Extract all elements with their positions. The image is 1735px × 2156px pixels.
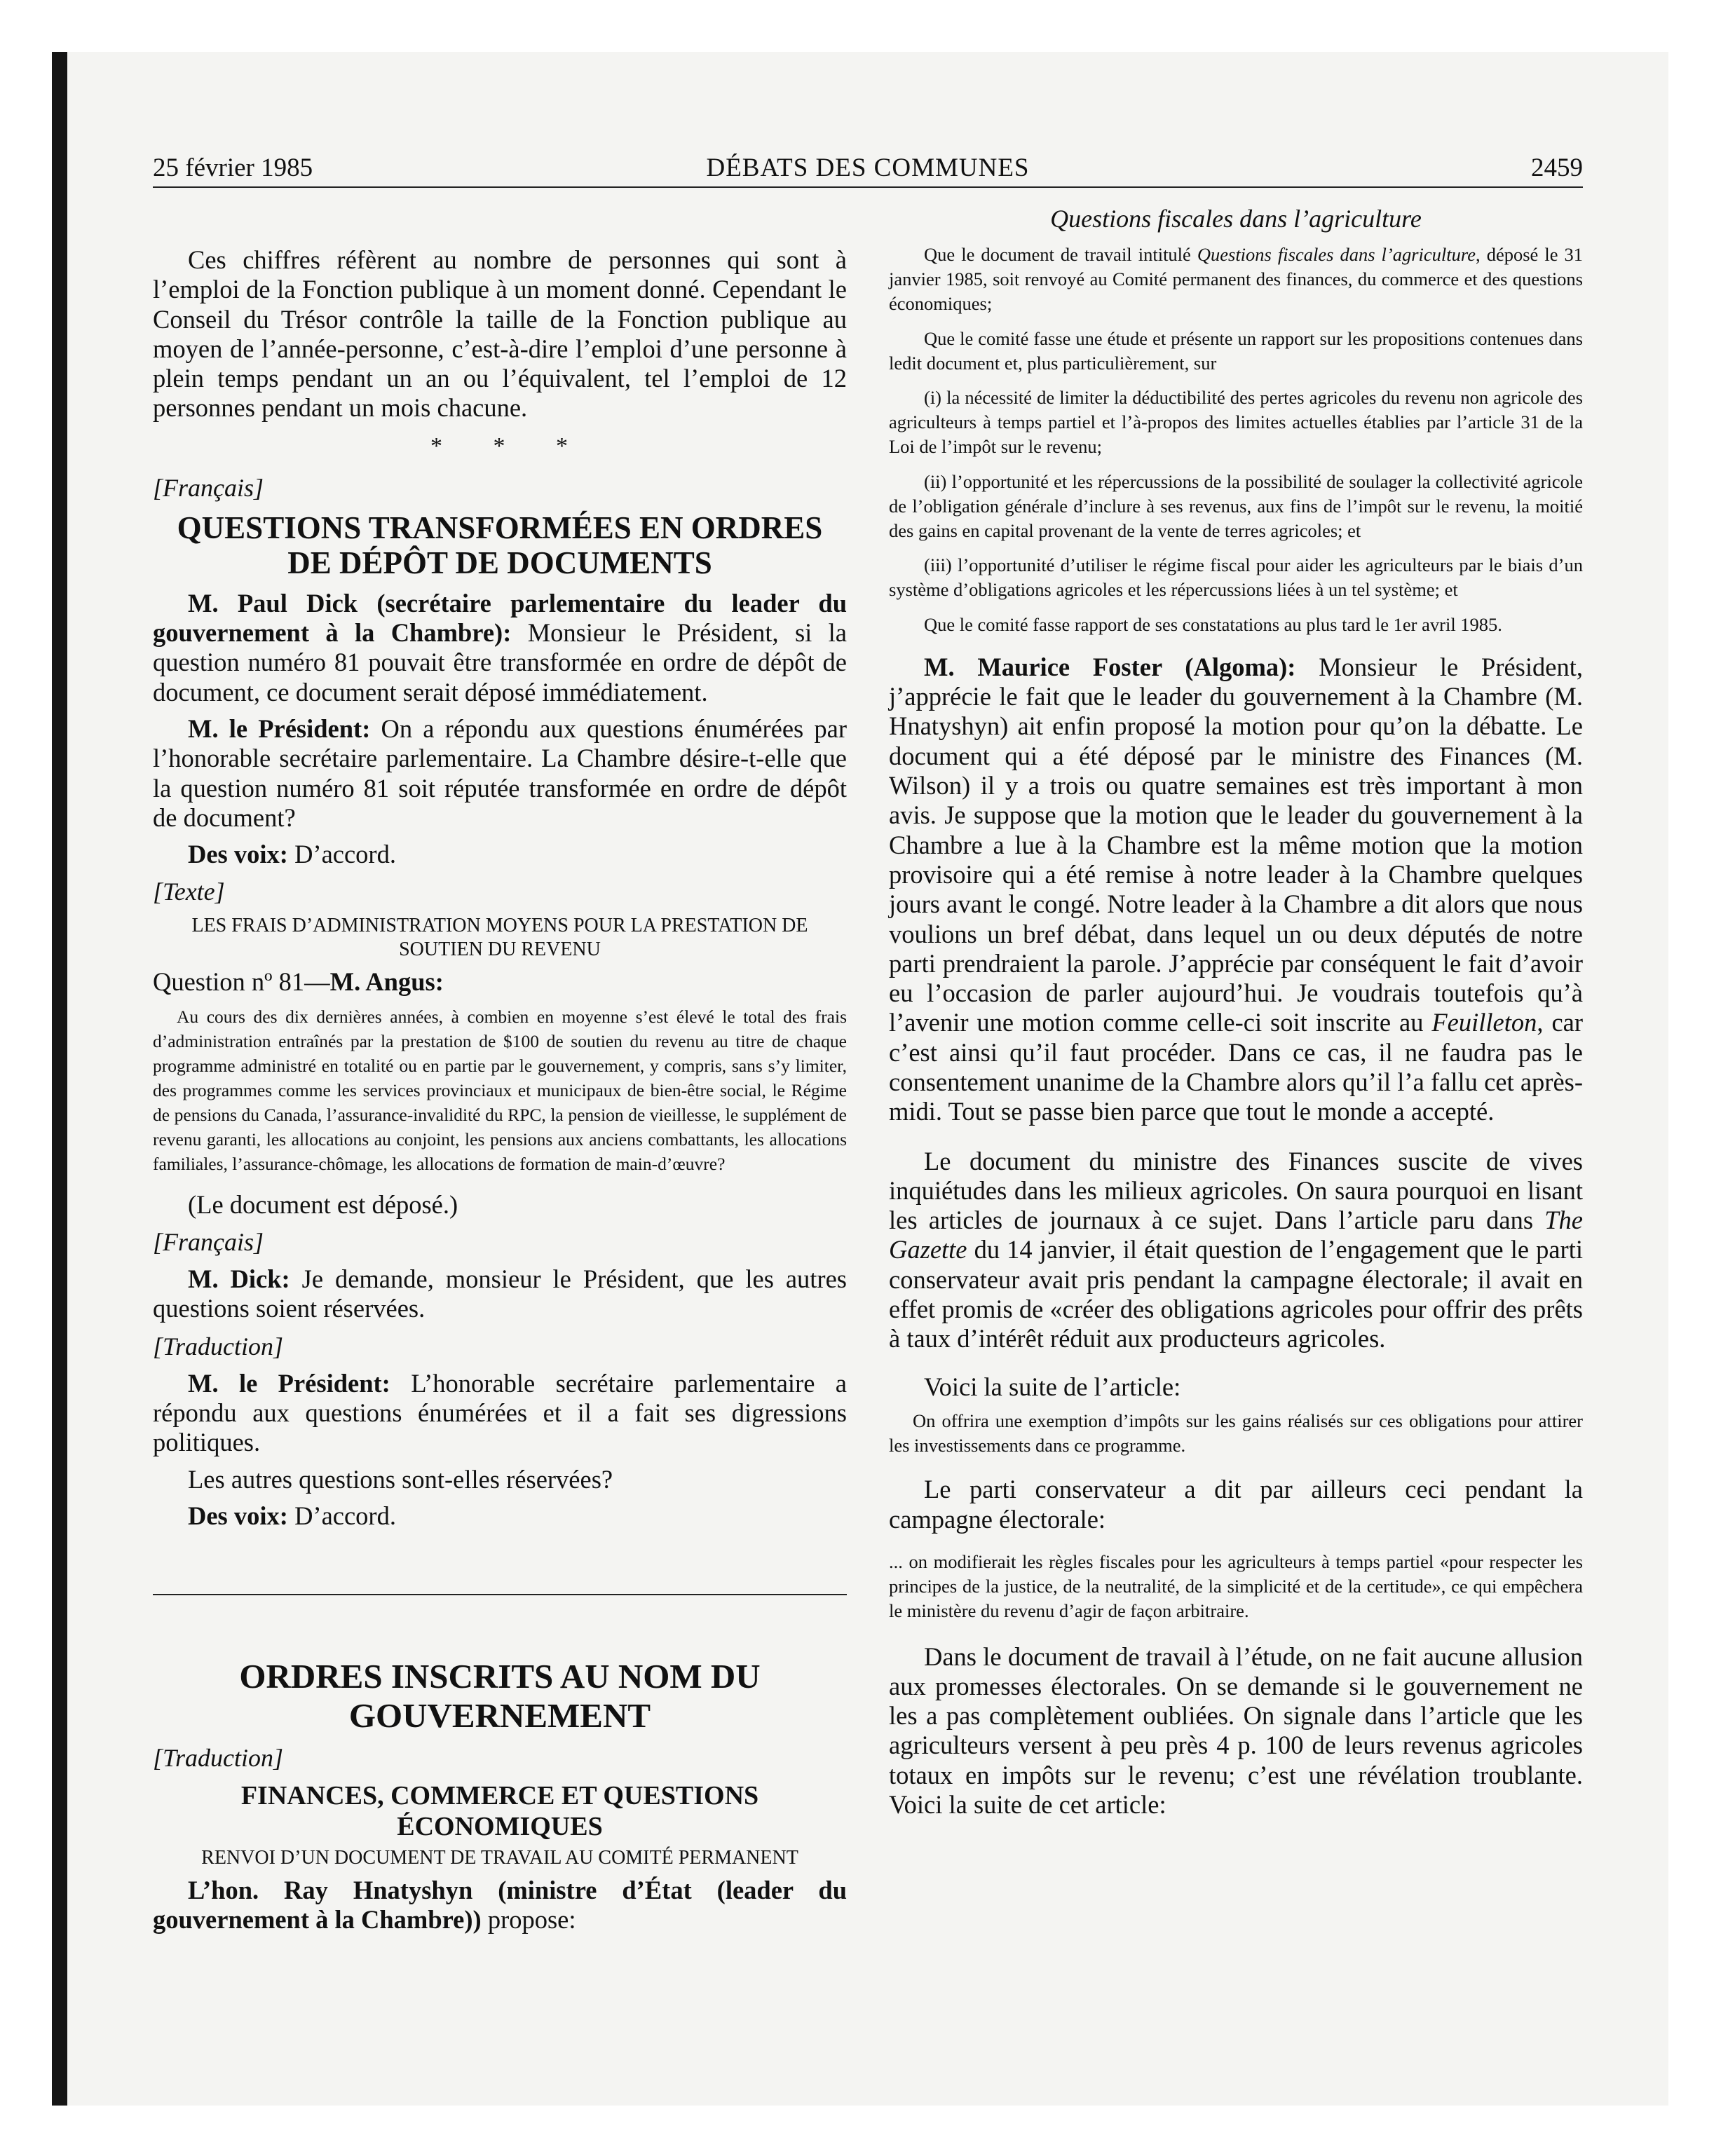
language-marker: [Texte] <box>153 878 225 906</box>
question-label-line <box>153 967 847 997</box>
speech-paragraph <box>153 714 847 833</box>
speaker-name: M. le Président: <box>188 1368 390 1398</box>
speaker-name: Des voix: <box>188 840 288 869</box>
speech-paragraph <box>153 1369 847 1458</box>
section-separator: * * * <box>430 432 590 459</box>
motion-paragraph: Que le comité fasse une étude et présente un rapport sur les propositions contenues dans ledit document et, plus particulièrement, sur <box>889 327 1583 374</box>
question-number: Question nº 81— <box>153 967 330 997</box>
speech-text: D’accord. <box>287 840 396 869</box>
speech-paragraph <box>153 840 847 869</box>
subsection-heading: LES FRAIS D’ADMINISTRATION MOYENS POUR LA PRESTATION DE SOUTIEN DU REVENU <box>191 915 808 961</box>
subsection-heading: RENVOI D’UN DOCUMENT DE TRAVAIL AU COMITÉ PERMANENT <box>201 1847 798 1869</box>
paragraph: Voici la suite de l’article: <box>924 1372 1181 1401</box>
paragraph: Les autres questions sont-elles réservées? <box>188 1464 613 1494</box>
page-header <box>153 153 1583 186</box>
header-rule <box>153 186 1583 188</box>
speech-text: Monsieur le Président, j’apprécie le fait que le leader du gouvernement à la Chambre (M. Hnatyshyn) ait enfin proposé la motion pour qu’on la débatte. Le document qui a été déposé par le ministre des Finances (M. Wilson) il y a trois ou quatre semaines est très important à mon avis. Je suppose que la motion que le leader du gouvernement à la Chambre a lue à la Chambre est la même motion que la motion provisoire qui a été remise à notre leader à la Chambre quelques jours avant le congé. Notre leader à la Chambre a dit alors que nous voulions un bref débat, dans lequel un ou deux députés de notre parti prendraient la parole. J’apprécie par conséquent le fait d’avoir eu l’occasion de parler aujourd’hui. Je voudrais toutefois qu’à l’avenir une motion comme celle-ci soit inscrite au <box>889 652 1583 1037</box>
speech-text: du 14 janvier, il était question de l’engagement que le parti conservateur avait pris pendant la campagne électorale; il avait en effet promis de «créer des obligations agricoles pour offrir des prêts à taux d’intérêt réduit aux producteurs agricoles. <box>889 1235 1583 1353</box>
speaker-name: L’hon. Ray Hnatyshyn (ministre d’État (leader du gouvernement à la Chambre)) <box>153 1876 847 1935</box>
left-column <box>153 245 847 1942</box>
header-page-number: 2459 <box>1531 153 1583 182</box>
quoted-text: ... on modifierait les règles fiscales pour les agriculteurs à temps partiel «pour respecter les principes de la justice, de la neutralité, de la simplicité et de la certitude», ce qui empêchera le ministère du revenu d’agir de façon arbitraire. <box>889 1550 1583 1622</box>
motion-paragraph: Que le comité fasse rapport de ses constatations au plus tard le 1er avril 1985. <box>924 613 1502 635</box>
motion-title: Questions fiscales dans l’agriculture <box>1050 205 1422 233</box>
header-title: DÉBATS DES COMMUNES <box>706 153 1030 182</box>
quoted-text: On offrira une exemption d’impôts sur les gains réalisés sur ces obligations pour attirer les investissements dans ce programme. <box>889 1410 1583 1456</box>
motion-item: (iii) l’opportunité d’utiliser le régime fiscal pour aider les agriculteurs par le biais d’un système d’obligations agricoles et les répercussions liées à un tel système; et <box>889 554 1583 601</box>
document-title: Questions fiscales dans l’agriculture <box>1197 244 1476 265</box>
speech-text: , car c’est ainsi qu’il faut procéder. Dans ce cas, il ne faudra pas le consentement unanime de la Chambre alors qu’il l’a fallu cet après-midi. Tout se passe bien parce que tout le monde a accepté. <box>889 1008 1584 1126</box>
language-marker: [Français] <box>153 473 264 502</box>
motion-item: (ii) l’opportunité et les répercussions de la possibilité de soulager la collectivité agricole de l’obligation générale d’inclure à ses revenus, aux fins de l’impôt sur le revenu, la moitié des gains en capital provenant de la vente de terres agricoles; et <box>889 470 1583 542</box>
speech-text: D’accord. <box>287 1501 396 1530</box>
motion-paragraph <box>889 243 1583 317</box>
speaker-name: M. le Président: <box>188 714 371 743</box>
speech-text: L’honorable secrétaire parlementaire a répondu aux questions énumérées et il a fait ses digressions politiques. <box>153 1368 847 1457</box>
speaker-name: M. Dick: <box>188 1264 290 1294</box>
paragraph: Ces chiffres réfèrent au nombre de personnes qui sont à l’emploi de la Fonction publique à un moment donné. Cependant le Conseil du Trésor contrôle la taille de la Fonction publique au moyen de l’année-personne, c’est-à-dire l’emploi d’une personne à plein temps pendant un an ou l’équivalent, tel l’emploi de 12 personnes pendant un mois chacune. <box>153 245 847 423</box>
speaker-name: M. Angus: <box>329 967 444 997</box>
speech-text: On a répondu aux questions énumérées par l’honorable secrétaire parlementaire. La Chambre désire-t-elle que la question numéro 81 soit réputée transformée en ordre de dépôt de document? <box>153 714 847 832</box>
right-column <box>889 203 1583 1827</box>
speaker-name: Des voix: <box>188 1501 288 1530</box>
scan-binding-edge <box>52 52 67 2106</box>
section-heading: ORDRES INSCRITS AU NOM DU GOUVERNEMENT <box>239 1657 761 1735</box>
header-date: 25 février 1985 <box>153 153 313 182</box>
speech-paragraph <box>889 653 1583 1127</box>
speech-text: Monsieur le Président, si la question numéro 81 pouvait être transformée en ordre de dépôt de document, ce document serait déposé immédiatement. <box>153 618 847 707</box>
publication-name: The Gazette <box>889 1206 1583 1264</box>
publication-name: Feuilleton <box>1431 1008 1537 1037</box>
language-marker: [Traduction] <box>153 1744 284 1773</box>
question-text: Au cours des dix dernières années, à combien en moyenne s’est élevé le total des frais d’administration entraînés par la prestation de $100 de soutien du revenu au titre de chaque programme administré en totalité ou en partie par le gouvernement, y compris, sans s’y limiter, des programmes comme les services provinciaux et municipaux de bien-être social, le Régime de pensions du Canada, l’assurance-invalidité du RPC, la pension de vieillesse, le supplément de revenu garanti, les allocations au conjoint, les pensions aux anciens combattants, les allocations familiales, l’assurance-chômage, les allocations de formation de main-d’œuvre? <box>153 1006 847 1174</box>
subsection-heading: FINANCES, COMMERCE ET QUESTIONS ÉCONOMIQUES <box>240 1781 759 1842</box>
language-marker: [Français] <box>153 1228 264 1257</box>
section-heading: QUESTIONS TRANSFORMÉES EN ORDRES DE DÉPÔT DE DOCUMENTS <box>177 510 823 580</box>
speech-text: Le document du ministre des Finances suscite de vives inquiétudes dans les milieux agricoles. On saura pourquoi en lisant les articles de journaux à ce sujet. Dans l’article paru dans <box>889 1146 1583 1235</box>
section-rule <box>153 1594 847 1595</box>
paragraph: (Le document est déposé.) <box>188 1189 458 1219</box>
paragraph <box>889 1147 1583 1354</box>
speech-paragraph <box>153 1876 847 1935</box>
speaker-name: M. Maurice Foster (Algoma): <box>924 652 1296 681</box>
language-marker: [Traduction] <box>153 1332 284 1360</box>
speech-paragraph <box>153 1264 847 1324</box>
speech-paragraph <box>153 1501 847 1531</box>
speech-text: Je demande, monsieur le Président, que les autres questions soient réservées. <box>153 1264 847 1323</box>
paragraph: Le parti conservateur a dit par ailleurs ceci pendant la campagne électorale: <box>889 1475 1583 1534</box>
motion-text: Que le document de travail intitulé <box>924 244 1197 265</box>
speech-paragraph <box>153 589 847 707</box>
motion-text: , déposé le 31 janvier 1985, soit renvoyé au Comité permanent des finances, du commerce et des questions économiques; <box>889 244 1584 315</box>
speaker-name: M. Paul Dick (secrétaire parlementaire du leader du gouvernement à la Chambre): <box>153 588 847 648</box>
speech-text: propose: <box>481 1905 576 1935</box>
paragraph: Dans le document de travail à l’étude, on ne fait aucune allusion aux promesses électorales. On se demande si le gouvernement ne les a pas complètement oubliées. On signale dans l’article que les agriculteurs versent à peu près 4 p. 100 de leurs revenus agricoles totaux en impôts sur le revenu; c’est une révélation troublante. Voici la suite de cet article: <box>889 1642 1583 1820</box>
motion-item: (i) la nécessité de limiter la déductibilité des pertes agricoles du revenu non agricole des agriculteurs à temps partiel et l’à-propos des limites actuelles établies par l’article 31 de la Loi de l’impôt sur le revenu; <box>889 387 1583 458</box>
